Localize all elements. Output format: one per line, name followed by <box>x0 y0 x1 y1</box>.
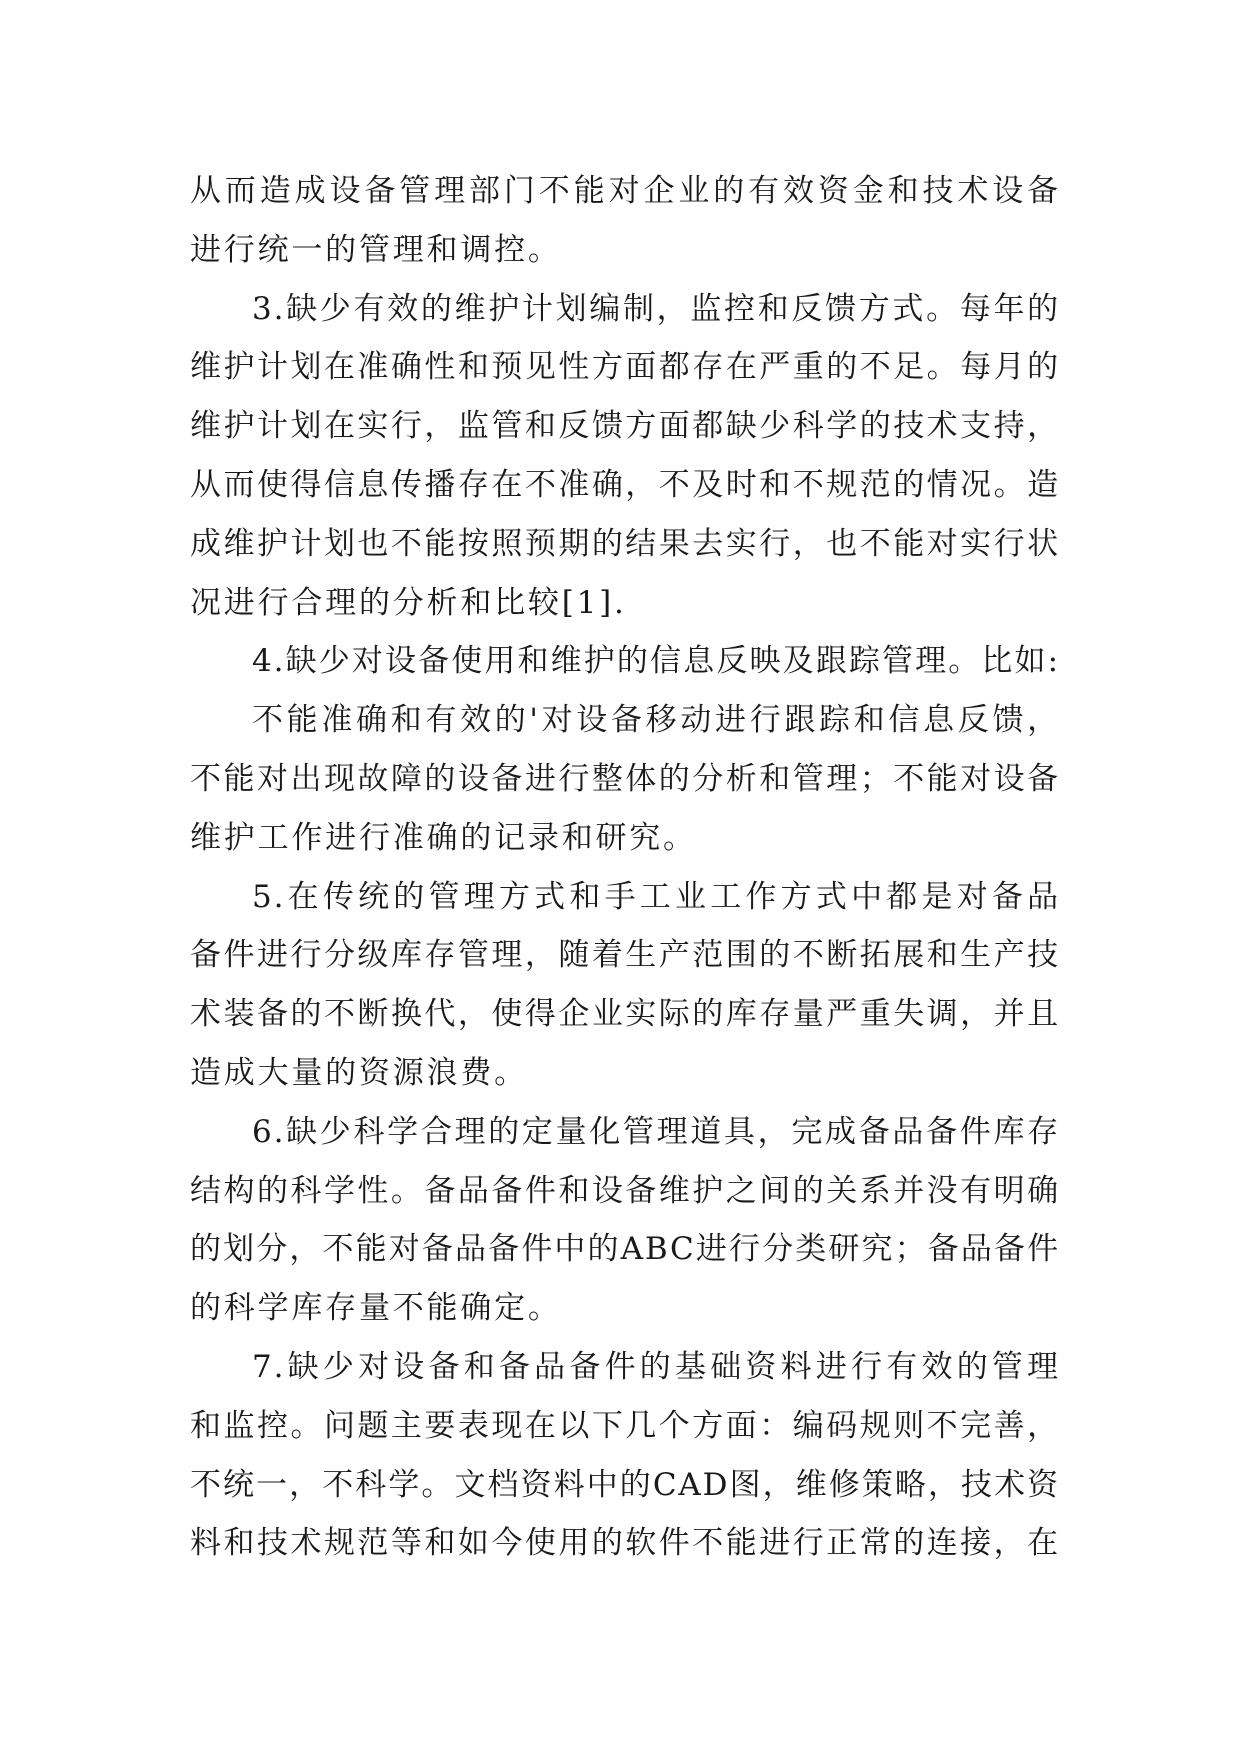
text-line: 维护计划在准确性和预见性方面都存在严重的不足。每月的 <box>190 349 1060 386</box>
text-line: 的科学库存量不能确定。 <box>190 1290 562 1327</box>
text-line: 5.在传统的管理方式和手工业工作方式中都是对备品 <box>252 878 1060 915</box>
text-line: 3.缺少有效的维护计划编制，监控和反馈方式。每年的 <box>252 290 1060 327</box>
text-line: 备件进行分级库存管理，随着生产范围的不断拓展和生产技 <box>190 937 1060 974</box>
text-line: 4.缺少对设备使用和维护的信息反映及跟踪管理。比如: <box>252 643 1060 680</box>
body-text <box>190 162 1060 1573</box>
text-line: 6.缺少科学合理的定量化管理道具，完成备品备件库存 <box>252 1113 1060 1150</box>
text-line: 况进行合理的分析和比较[1]. <box>190 584 627 621</box>
text-line: 维护工作进行准确的记录和研究。 <box>190 819 697 856</box>
text-line: 和监控。问题主要表现在以下几个方面：编码规则不完善， <box>190 1407 1060 1444</box>
text-line: 7.缺少对设备和备品备件的基础资料进行有效的管理 <box>252 1348 1060 1385</box>
text-line: 成维护计划也不能按照预期的结果去实行，也不能对实行状 <box>190 525 1060 562</box>
text-line: 的划分，不能对备品备件中的ABC进行分类研究；备品备件 <box>190 1231 1060 1268</box>
text-line: 结构的科学性。备品备件和设备维护之间的关系并没有明确 <box>190 1172 1060 1209</box>
text-line: 造成大量的资源浪费。 <box>190 1054 528 1091</box>
text-line: 维护计划在实行，监管和反馈方面都缺少科学的技术支持， <box>190 408 1060 445</box>
text-line: 术装备的不断换代，使得企业实际的库存量严重失调，并且 <box>190 996 1060 1033</box>
text-line: 从而使得信息传播存在不准确，不及时和不规范的情况。造 <box>190 466 1060 503</box>
text-line: 不能对出现故障的设备进行整体的分析和管理；不能对设备 <box>190 760 1060 797</box>
text-line: 从而造成设备管理部门不能对企业的有效资金和技术设备 <box>190 173 1060 209</box>
text-line: 进行统一的管理和调控。 <box>190 231 562 268</box>
text-line: 料和技术规范等和如今使用的软件不能进行正常的连接，在 <box>190 1525 1060 1562</box>
text-line: 不能准确和有效的'对设备移动进行跟踪和信息反馈， <box>252 702 1060 739</box>
text-line: 不统一，不科学。文档资料中的CAD图，维修策略，技术资 <box>190 1466 1060 1503</box>
